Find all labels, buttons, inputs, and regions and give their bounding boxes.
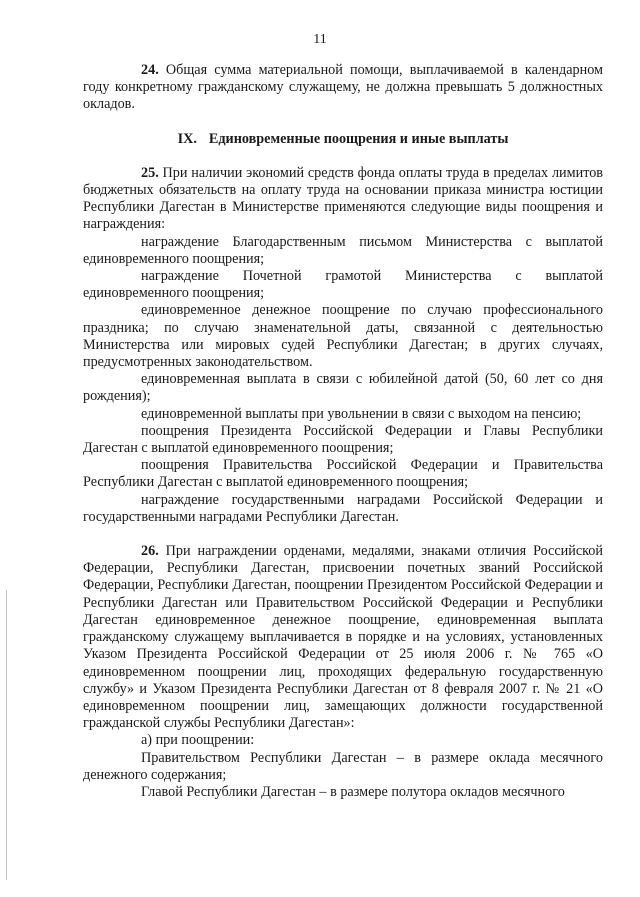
document-body xyxy=(83,62,603,801)
section-number: IX. xyxy=(177,130,197,147)
list-item: награждение Почетной грамотой Министерства с выплатой единовременного поощрения; xyxy=(83,268,603,302)
list-item: поощрения Президента Российской Федерации и Главы Республики Дагестан с выплатой единовременного поощрения; xyxy=(83,422,603,457)
list-item: а) при поощрении: xyxy=(141,732,255,749)
page-number: 11 xyxy=(313,32,327,47)
list-item: единовременное денежное поощрение по случаю профессионального праздника; по случаю знаменательной даты, связанной с деятельностью Министерства или мировых судей Республики Дагестан; в других случаях, предусмотренных законодательством. xyxy=(83,302,603,371)
list-item: награждение Благодарственным письмом Министерства с выплатой единовременного поощрения; xyxy=(83,233,603,267)
paragraph-25-intro xyxy=(83,165,603,234)
list-item: поощрения Правительства Российской Федерации и Правительства Республики Дагестан с выплатой единовременного поощрения; xyxy=(83,457,603,491)
scan-edge-line xyxy=(6,590,7,880)
list-item: единовременная выплата в связи с юбилейной датой (50, 60 лет со дня рождения); xyxy=(83,371,603,405)
section-heading xyxy=(83,131,603,148)
paragraph-24 xyxy=(83,62,603,114)
section-title: Единовременные поощрения и иные выплаты xyxy=(208,130,509,147)
paragraph-26-number: 26. xyxy=(141,543,159,560)
paragraph-25-number: 25. xyxy=(141,164,159,181)
list-item: Правительством Республики Дагестан – в размере оклада месячного денежного содержания; xyxy=(83,749,603,783)
paragraph-24-text: Общая сумма материальной помощи, выплачиваемой в календарном году конкретному гражданскому служащему, не должна превышать 5 должностных окладов. xyxy=(83,62,603,113)
paragraph-26 xyxy=(83,543,603,732)
list-item: единовременной выплаты при увольнении в связи с выходом на пенсию; xyxy=(141,405,582,422)
paragraph-25-text: При наличии экономий средств фонда оплаты труда в пределах лимитов бюджетных обязательств на оплату труда на основании приказа министра юстиции Республики Дагестан в Министерстве применяются следующие виды поощрения и награждения: xyxy=(83,164,603,233)
paragraph-26-text: При награждении орденами, медалями, знаками отличия Российской Федерации, Республики Дагестан, присвоении почетных званий Российской Федерации, Республики Дагестан, поощрении Президентом Российской Федерации и Республики Дагестан или Правительством Российской Федерации и Республики Дагестан единовременное денежное поощрение, единовременная выплата гражданскому служащему выплачивается в порядке и на условиях, установленных Указом Президента Российской Федерации от 25 июля 2006 г. № 765 «О единовременном поощрении лиц, проходящих федеральную государственную службу» и Указом Президента Республики Дагестан от 8 февраля 2007 г. № 21 «О единовременном поощрении лиц, замещающих должности государственной гражданской службы Республики Дагестан»: xyxy=(83,543,603,732)
list-item: награждение государственными наградами Российской Федерации и государственными наградами Республики Дагестан. xyxy=(83,491,603,525)
list-item: Главой Республики Дагестан – в размере полутора окладов месячного xyxy=(141,783,565,800)
paragraph-24-number: 24. xyxy=(141,62,159,78)
